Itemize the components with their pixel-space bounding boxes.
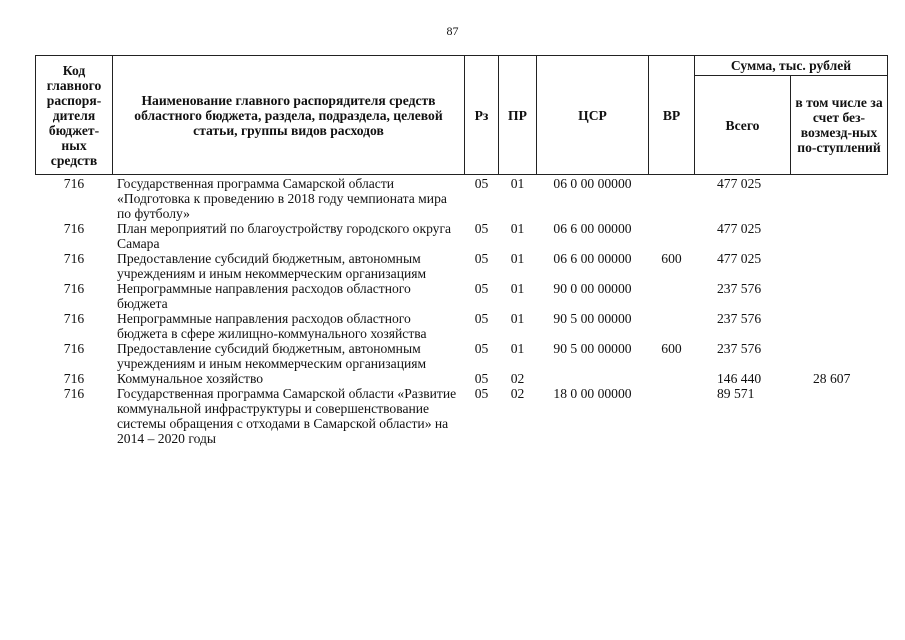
header-pr: ПР	[499, 56, 537, 175]
cell-rz: 05	[474, 251, 489, 266]
cell-rz: 05	[474, 221, 489, 236]
cell-code: 716	[63, 371, 85, 386]
cell-incl	[791, 386, 888, 446]
cell-code: 716	[63, 176, 85, 191]
table-row	[36, 175, 888, 222]
cell-total: 89 571	[717, 386, 755, 401]
cell-incl	[791, 281, 888, 311]
cell-csr: 90 0 00 00000	[553, 281, 632, 296]
cell-csr: 90 5 00 00000	[553, 341, 632, 356]
cell-pr: 01	[510, 341, 525, 356]
cell-code: 716	[63, 311, 85, 326]
cell-name: Предоставление субсидий бюджетным, автономным учреждениям и иным некоммерческим организациям	[117, 251, 427, 281]
cell-total: 237 576	[717, 311, 762, 326]
cell-rz: 05	[474, 176, 489, 191]
cell-rz: 05	[474, 281, 489, 296]
header-total: Всего	[695, 76, 791, 175]
cell-name: Непрограммные направления расходов областного бюджета	[117, 281, 411, 311]
header-name: Наименование главного распорядителя средств областного бюджета, раздела, подраздела, целевой статьи, группы видов расходов	[113, 56, 465, 175]
cell-pr: 01	[510, 281, 525, 296]
table-row	[36, 371, 888, 386]
cell-total: 477 025	[717, 176, 762, 191]
cell-rz: 05	[474, 386, 489, 401]
cell-vr	[649, 386, 695, 446]
header-csr: ЦСР	[537, 56, 649, 175]
cell-rz: 05	[474, 371, 489, 386]
cell-vr	[649, 221, 695, 251]
cell-csr	[537, 371, 649, 386]
cell-vr	[649, 311, 695, 341]
cell-incl	[791, 311, 888, 341]
cell-pr: 01	[510, 251, 525, 266]
cell-total: 477 025	[717, 251, 762, 266]
table-row	[36, 221, 888, 251]
table-row	[36, 386, 888, 446]
cell-csr: 18 0 00 00000	[553, 386, 632, 401]
table-row	[36, 341, 888, 371]
cell-pr: 02	[510, 386, 525, 401]
cell-pr: 01	[510, 221, 525, 236]
cell-code: 716	[63, 281, 85, 296]
cell-name: План мероприятий по благоустройству городского округа Самара	[117, 221, 452, 251]
cell-name: Коммунальное хозяйство	[117, 371, 264, 386]
page-number: 87	[446, 24, 459, 38]
header-rz: Рз	[465, 56, 499, 175]
cell-vr	[649, 175, 695, 222]
cell-pr: 01	[510, 311, 525, 326]
cell-pr: 01	[510, 176, 525, 191]
cell-pr: 02	[510, 371, 525, 386]
cell-total: 477 025	[717, 221, 762, 236]
table-row	[36, 251, 888, 281]
cell-incl: 28 607	[813, 371, 851, 386]
cell-vr	[649, 371, 695, 386]
cell-name: Непрограммные направления расходов областного бюджета в сфере жилищно-коммунального хозяйства	[117, 311, 427, 341]
cell-vr	[649, 281, 695, 311]
cell-name: Предоставление субсидий бюджетным, автономным учреждениям и иным некоммерческим организациям	[117, 341, 427, 371]
cell-incl	[791, 251, 888, 281]
cell-name: Государственная программа Самарской области «Развитие коммунальной инфраструктуры и совершенствование системы обращения с отходами в Самарской области» на 2014 – 2020 годы	[117, 386, 457, 446]
cell-total: 146 440	[717, 371, 762, 386]
header-vr: ВР	[649, 56, 695, 175]
cell-total: 237 576	[717, 281, 762, 296]
cell-csr: 90 5 00 00000	[553, 311, 632, 326]
cell-vr: 600	[661, 341, 682, 356]
cell-rz: 05	[474, 311, 489, 326]
budget-table	[35, 55, 888, 446]
cell-csr: 06 6 00 00000	[553, 251, 632, 266]
cell-csr: 06 0 00 00000	[553, 176, 632, 191]
cell-rz: 05	[474, 341, 489, 356]
cell-vr: 600	[661, 251, 682, 266]
header-sum: Сумма, тыс. рублей	[695, 56, 888, 76]
header-incl: в том числе за счет без-возмезд-ных по-ступлений	[791, 76, 888, 175]
table-row	[36, 311, 888, 341]
cell-code: 716	[63, 386, 85, 401]
cell-code: 716	[63, 341, 85, 356]
table-row	[36, 281, 888, 311]
cell-total: 237 576	[717, 341, 762, 356]
cell-incl	[791, 175, 888, 222]
header-code: Код главного распоря-дителя бюджет-ных средств	[36, 56, 113, 175]
cell-code: 716	[63, 221, 85, 236]
cell-incl	[791, 221, 888, 251]
cell-csr: 06 6 00 00000	[553, 221, 632, 236]
cell-name: Государственная программа Самарской области «Подготовка к проведению в 2018 году чемпионата мира по футболу»	[117, 176, 447, 221]
cell-incl	[791, 341, 888, 371]
cell-code: 716	[63, 251, 85, 266]
